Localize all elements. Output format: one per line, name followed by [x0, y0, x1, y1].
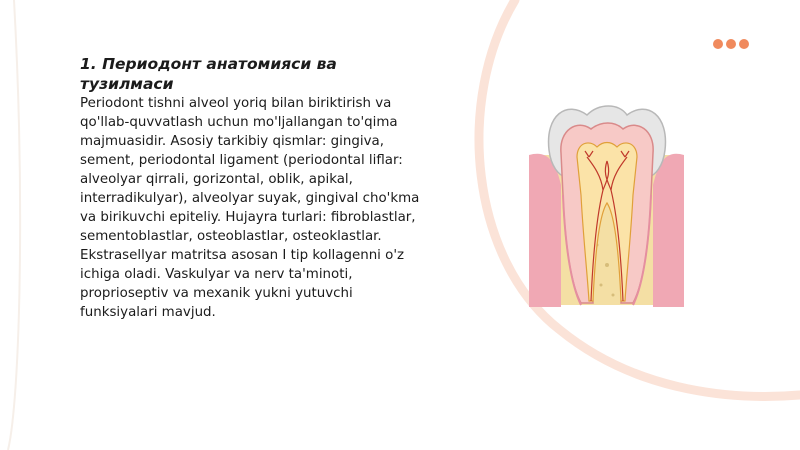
dot [713, 39, 723, 49]
gingiva-left [529, 154, 561, 307]
dot [726, 39, 736, 49]
slide-body-text: Periodont tishni alveol yoriq bilan biriktirish va qo'llab-quvvatlash uchun mo'ljallangan to'qima majmuasidir. Asosiy tarkibiy qismlar: gingiva, sement, periodontal ligament (periodontal liflar: alveolyar qirrali, gorizontal, oblik, apikal, interradikulyar), alveolyar suyak, gingival cho'kma va birikuvchi epiteliy. Hujayra turlari: fibroblastlar, sementoblastlar, osteoblastlar, osteoklastlar. Ekstrasellyar matritsa asosan I tip kollagenni o'z ichiga oladi. Vaskulyar va nerv ta'minoti, proprioseptiv va mexanik yukni yutuvchi funksiyalari mavjud. [80, 96, 420, 320]
gingiva-right [653, 154, 684, 307]
slide-title: 1. Периодонт анатомияси ва тузилмаси [80, 55, 337, 93]
three-dots-icon [713, 39, 749, 49]
dot [739, 39, 749, 49]
tooth-cross-section-icon [527, 95, 687, 310]
